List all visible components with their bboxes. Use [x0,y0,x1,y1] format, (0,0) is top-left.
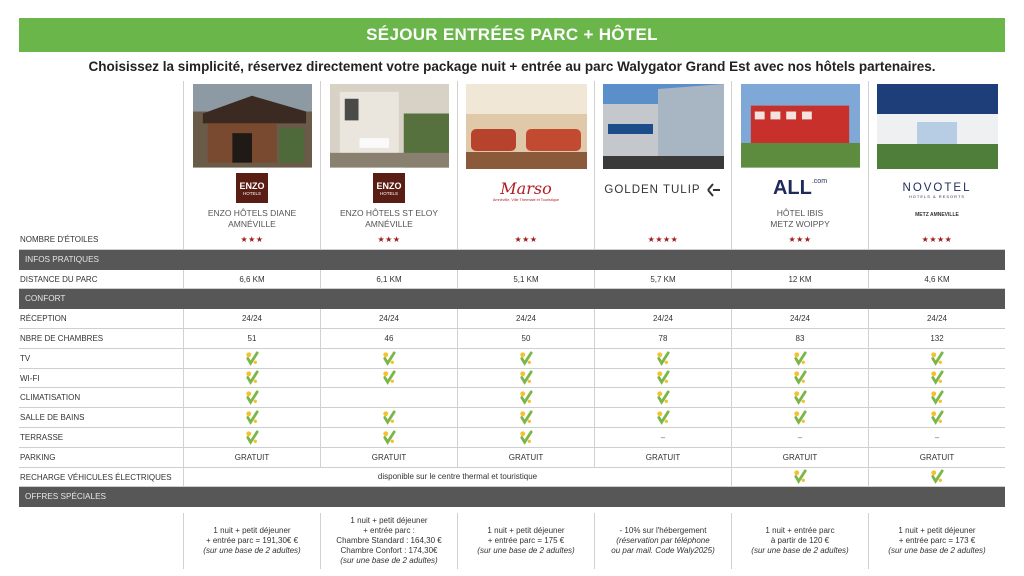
chambres-cell: 46 [320,329,457,348]
stars-cell: ★★★ [457,230,594,249]
hotel-column-enzo-st-eloy [320,81,457,230]
hotel-column-ibis [731,81,868,230]
check-icon [656,410,671,425]
check-icon [519,351,534,366]
check-icon [245,430,260,445]
row-salle-de-bains [19,408,1005,428]
page-subtitle: Choisissez la simplicité, réservez directement votre package nuit + entrée au parc Walygator Grand Est avec nos hôtels partenaires. [88,59,936,74]
chambres-cell: 51 [183,329,320,348]
reception-cell: 24/24 [183,309,320,328]
hotel-column-enzo-diane [183,81,320,230]
parking-cell: GRATUIT [594,448,731,467]
parking-cell: GRATUIT [320,448,457,467]
offer-cell: 1 nuit + petit déjeuner + entrée parc = 175 € (sur une base de 2 adultes) [457,513,594,569]
distance-cell: 4,6 KM [868,270,1005,289]
row-tv [19,349,1005,369]
check-icon [793,469,808,484]
dash-cell: – [731,428,868,447]
offer-cell: 1 nuit + petit déjeuner + entrée parc = 191,30€ € (sur une base de 2 adultes) [183,513,320,569]
check-icon [245,410,260,425]
row-stars [19,230,1005,250]
stars-cell: ★★★★ [594,230,731,249]
row-offers [19,513,1005,569]
tulip-logo-icon [704,181,722,199]
check-icon [382,410,397,425]
chambres-cell: 83 [731,329,868,348]
chambres-cell: 50 [457,329,594,348]
check-icon [245,370,260,385]
row-climatisation [19,388,1005,408]
stars-cell: ★★★ [731,230,868,249]
reception-cell: 24/24 [594,309,731,328]
hotel-column-marso [457,81,594,230]
check-icon [793,351,808,366]
section-header-offres: OFFRES SPÉCIALES [19,487,1005,507]
check-icon [245,351,260,366]
distance-cell: 6,6 KM [183,270,320,289]
parking-cell: GRATUIT [731,448,868,467]
section-header-infos: INFOS PRATIQUES [19,250,1005,270]
check-icon [930,390,945,405]
distance-cell: 6,1 KM [320,270,457,289]
hotel-column-golden-tulip [594,81,731,230]
row-label: NOMBRE D'ÉTOILES [20,235,99,244]
check-icon [930,410,945,425]
distance-cell: 5,1 KM [457,270,594,289]
reception-cell: 24/24 [457,309,594,328]
check-icon [245,390,260,405]
hotel-photo [603,84,724,169]
check-icon [930,370,945,385]
check-icon [519,430,534,445]
check-icon [382,351,397,366]
distance-cell: 5,7 KM [594,270,731,289]
recharge-text: disponible sur le centre thermal et touristique [183,468,731,487]
hotel-name: ENZO HÔTELS ST ELOY AMNÉVILLE [339,208,439,229]
hotel-name: METZ AMNEVILLE [915,212,959,218]
offer-cell: 1 nuit + entrée parc à partir de 120 € (sur une base de 2 adultes) [731,513,868,569]
stars-cell: ★★★★ [868,230,1005,249]
row-terrasse [19,428,1005,448]
parking-cell: GRATUIT [457,448,594,467]
row-label: TERRASSE [20,432,64,442]
hotel-logo: ENZO HOTELS [321,172,457,205]
row-chambres [19,329,1005,349]
check-icon [519,370,534,385]
hotel-photo [192,84,313,168]
row-label: DISTANCE DU PARC [20,274,98,284]
check-icon [656,370,671,385]
parking-cell: GRATUIT [868,448,1005,467]
chambres-cell: 132 [868,329,1005,348]
row-reception [19,309,1005,329]
check-icon [656,390,671,405]
check-icon [519,390,534,405]
hotel-photo [877,84,998,169]
hotel-logo: GOLDEN TULIP [595,173,731,207]
row-recharge [19,468,1005,488]
dash-cell: – [868,428,1005,447]
row-label: RECHARGE VÉHICULES ÉLECTRIQUES [20,472,172,482]
hotel-photo [740,84,861,168]
chambres-cell: 78 [594,329,731,348]
hotel-name: ENZO HÔTELS DIANE AMNÉVILLE [207,208,297,229]
row-label: RÉCEPTION [20,314,67,324]
check-icon [930,351,945,366]
hotel-logo: ENZO HOTELS [184,172,320,205]
row-wifi [19,369,1005,389]
check-icon [519,410,534,425]
offer-cell: - 10% sur l'hébergement (réservation par téléphone ou par mail. Code Waly2025) [594,513,731,569]
comparison-table [19,81,1005,569]
section-header-confort: CONFORT [19,289,1005,309]
row-label: SALLE DE BAINS [20,413,85,423]
stars-cell: ★★★ [320,230,457,249]
row-label: TV [20,353,31,363]
reception-cell: 24/24 [868,309,1005,328]
reception-cell: 24/24 [731,309,868,328]
row-distance [19,270,1005,290]
hotel-header-row [19,81,1005,230]
offer-cell: 1 nuit + petit déjeuner + entrée parc = 173 € (sur une base de 2 adultes) [868,513,1005,569]
check-icon [793,410,808,425]
check-icon [930,469,945,484]
check-icon [793,370,808,385]
offer-cell: 1 nuit + petit déjeuner + entrée parc : Chambre Standard : 164,30 € Chambre Confort : 174,30€ (sur une base de 2 adultes) [320,513,457,569]
row-label: CLIMATISATION [20,393,81,403]
hotel-logo: ALL .com [772,176,828,199]
parking-cell: GRATUIT [183,448,320,467]
check-icon [382,430,397,445]
reception-cell: 24/24 [320,309,457,328]
page-banner: SÉJOUR ENTRÉES PARC + HÔTEL [19,18,1005,52]
distance-cell: 12 KM [731,270,868,289]
hotel-logo: NOVOTEL HOTELS & RESORTS [902,181,972,199]
row-label: PARKING [20,452,56,462]
check-icon [382,370,397,385]
row-parking [19,448,1005,468]
hotel-logo: Marso Amnéville, Ville Thermale et Touristique [492,178,560,202]
check-icon [793,390,808,405]
hotel-name: HÔTEL IBIS METZ WOIPPY [770,208,830,229]
stars-cell: ★★★ [183,230,320,249]
hotel-photo [466,84,587,169]
check-icon [656,351,671,366]
dash-cell: – [594,428,731,447]
hotel-photo [329,84,450,168]
row-label: WI-FI [20,373,40,383]
hotel-column-novotel [868,81,1005,230]
row-label: NBRE DE CHAMBRES [20,333,104,343]
